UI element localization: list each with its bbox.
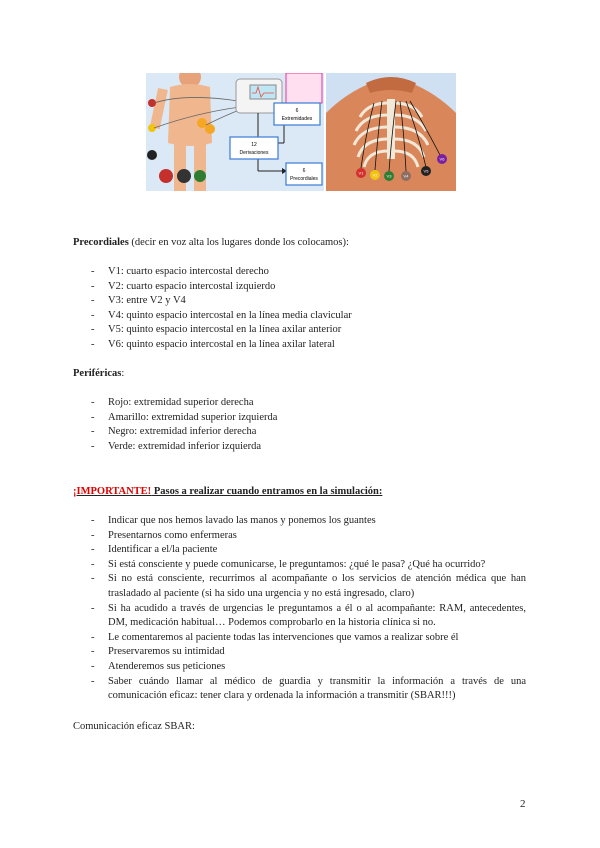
perifericas-list (91, 396, 277, 454)
page-number: 2 (520, 798, 526, 810)
v5-label: V5 (423, 168, 429, 174)
ecg-figure (146, 73, 456, 191)
importante-list (91, 514, 526, 704)
center-box-num: 12 (251, 142, 257, 148)
list-item: - V4: quinto espacio intercostal en la línea media clavicular (91, 309, 352, 324)
chest-electrode-photo (326, 73, 456, 191)
chest-illustration (326, 73, 456, 191)
precordiales-box-text: Precordiales (290, 176, 318, 182)
importante-label: ¡IMPORTANTE! (73, 486, 152, 497)
list-item: - Si está consciente y puede comunicarse, le preguntamos: ¿qué le pasa? ¿Qué ha ocurrido? (91, 558, 526, 573)
list-item: - V3: entre V2 y V4 (91, 294, 352, 309)
v6-label: V6 (439, 156, 445, 162)
list-item: - Amarillo: extremidad superior izquierda (91, 411, 277, 426)
center-box-text: Derivaciones (239, 150, 269, 156)
list-item: - Preservaremos su intimidad (91, 645, 526, 660)
list-item: - Verde: extremidad inferior izquierda (91, 440, 277, 455)
list-item: - Negro: extremidad inferior derecha (91, 425, 277, 440)
list-item: - Presentarnos como enfermeras (91, 529, 526, 544)
extremidades-box-text: Extremidades (281, 116, 313, 122)
extremidades-box-num: 6 (295, 108, 299, 114)
list-item: - Identificar a el/la paciente (91, 543, 526, 558)
list-item: - Saber cuándo llamar al médico de guardia y transmitir la información a través de una comunicación eficaz: tener clara y ordenada la información a transmitir (SBAR!!!) (91, 675, 526, 704)
ecg-diagram-illustration (146, 73, 324, 191)
v4-label: V4 (403, 173, 409, 179)
list-item: - Indicar que nos hemos lavado las manos y ponemos los guantes (91, 514, 526, 529)
perifericas-heading: Periféricas (73, 368, 122, 379)
precordiales-list (91, 265, 352, 353)
list-item: - V5: quinto espacio intercostal en la línea axilar anterior (91, 323, 352, 338)
list-item: - V2: cuarto espacio intercostal izquierdo (91, 280, 352, 295)
ecg-leads-diagram (146, 73, 324, 191)
sbar-text: Comunicación eficaz SBAR: (73, 721, 195, 732)
list-item: - Si ha acudido a través de urgencias le preguntamos a él o al acompañante: RAM, antecedentes, DM, medicación habitual… Podemos comprobarlo en la historia clínica si no. (91, 602, 526, 631)
v3-label: V3 (386, 173, 392, 179)
importante-heading-rest: Pasos a realizar cuando entramos en la simulación: (151, 486, 383, 497)
list-item: - Le comentaremos al paciente todas las intervenciones que vamos a realizar sobre él (91, 631, 526, 646)
precordiales-heading-rest: (decir en voz alta los lugares donde los colocamos): (128, 237, 349, 248)
list-item: - V6: quinto espacio intercostal en la línea axilar lateral (91, 338, 352, 353)
importante-heading-line (73, 485, 382, 500)
precordiales-heading-line (73, 236, 349, 251)
perifericas-heading-rest: : (121, 368, 125, 379)
list-item: - Si no está consciente, recurrimos al acompañante o los servicios de atención médica que han trasladado al paciente (si ha sido una urgencia y no está ingresado, claro) (91, 572, 526, 601)
v1-label: V1 (358, 170, 364, 176)
list-item: - V1: cuarto espacio intercostal derecho (91, 265, 352, 280)
precordiales-box-num: 6 (302, 168, 306, 174)
list-item: - Atenderemos sus peticiones (91, 660, 526, 675)
list-item: - Rojo: extremidad superior derecha (91, 396, 277, 411)
v2-label: V2 (372, 172, 378, 178)
perifericas-heading-line (73, 367, 124, 382)
precordiales-heading: Precordiales (73, 237, 129, 248)
